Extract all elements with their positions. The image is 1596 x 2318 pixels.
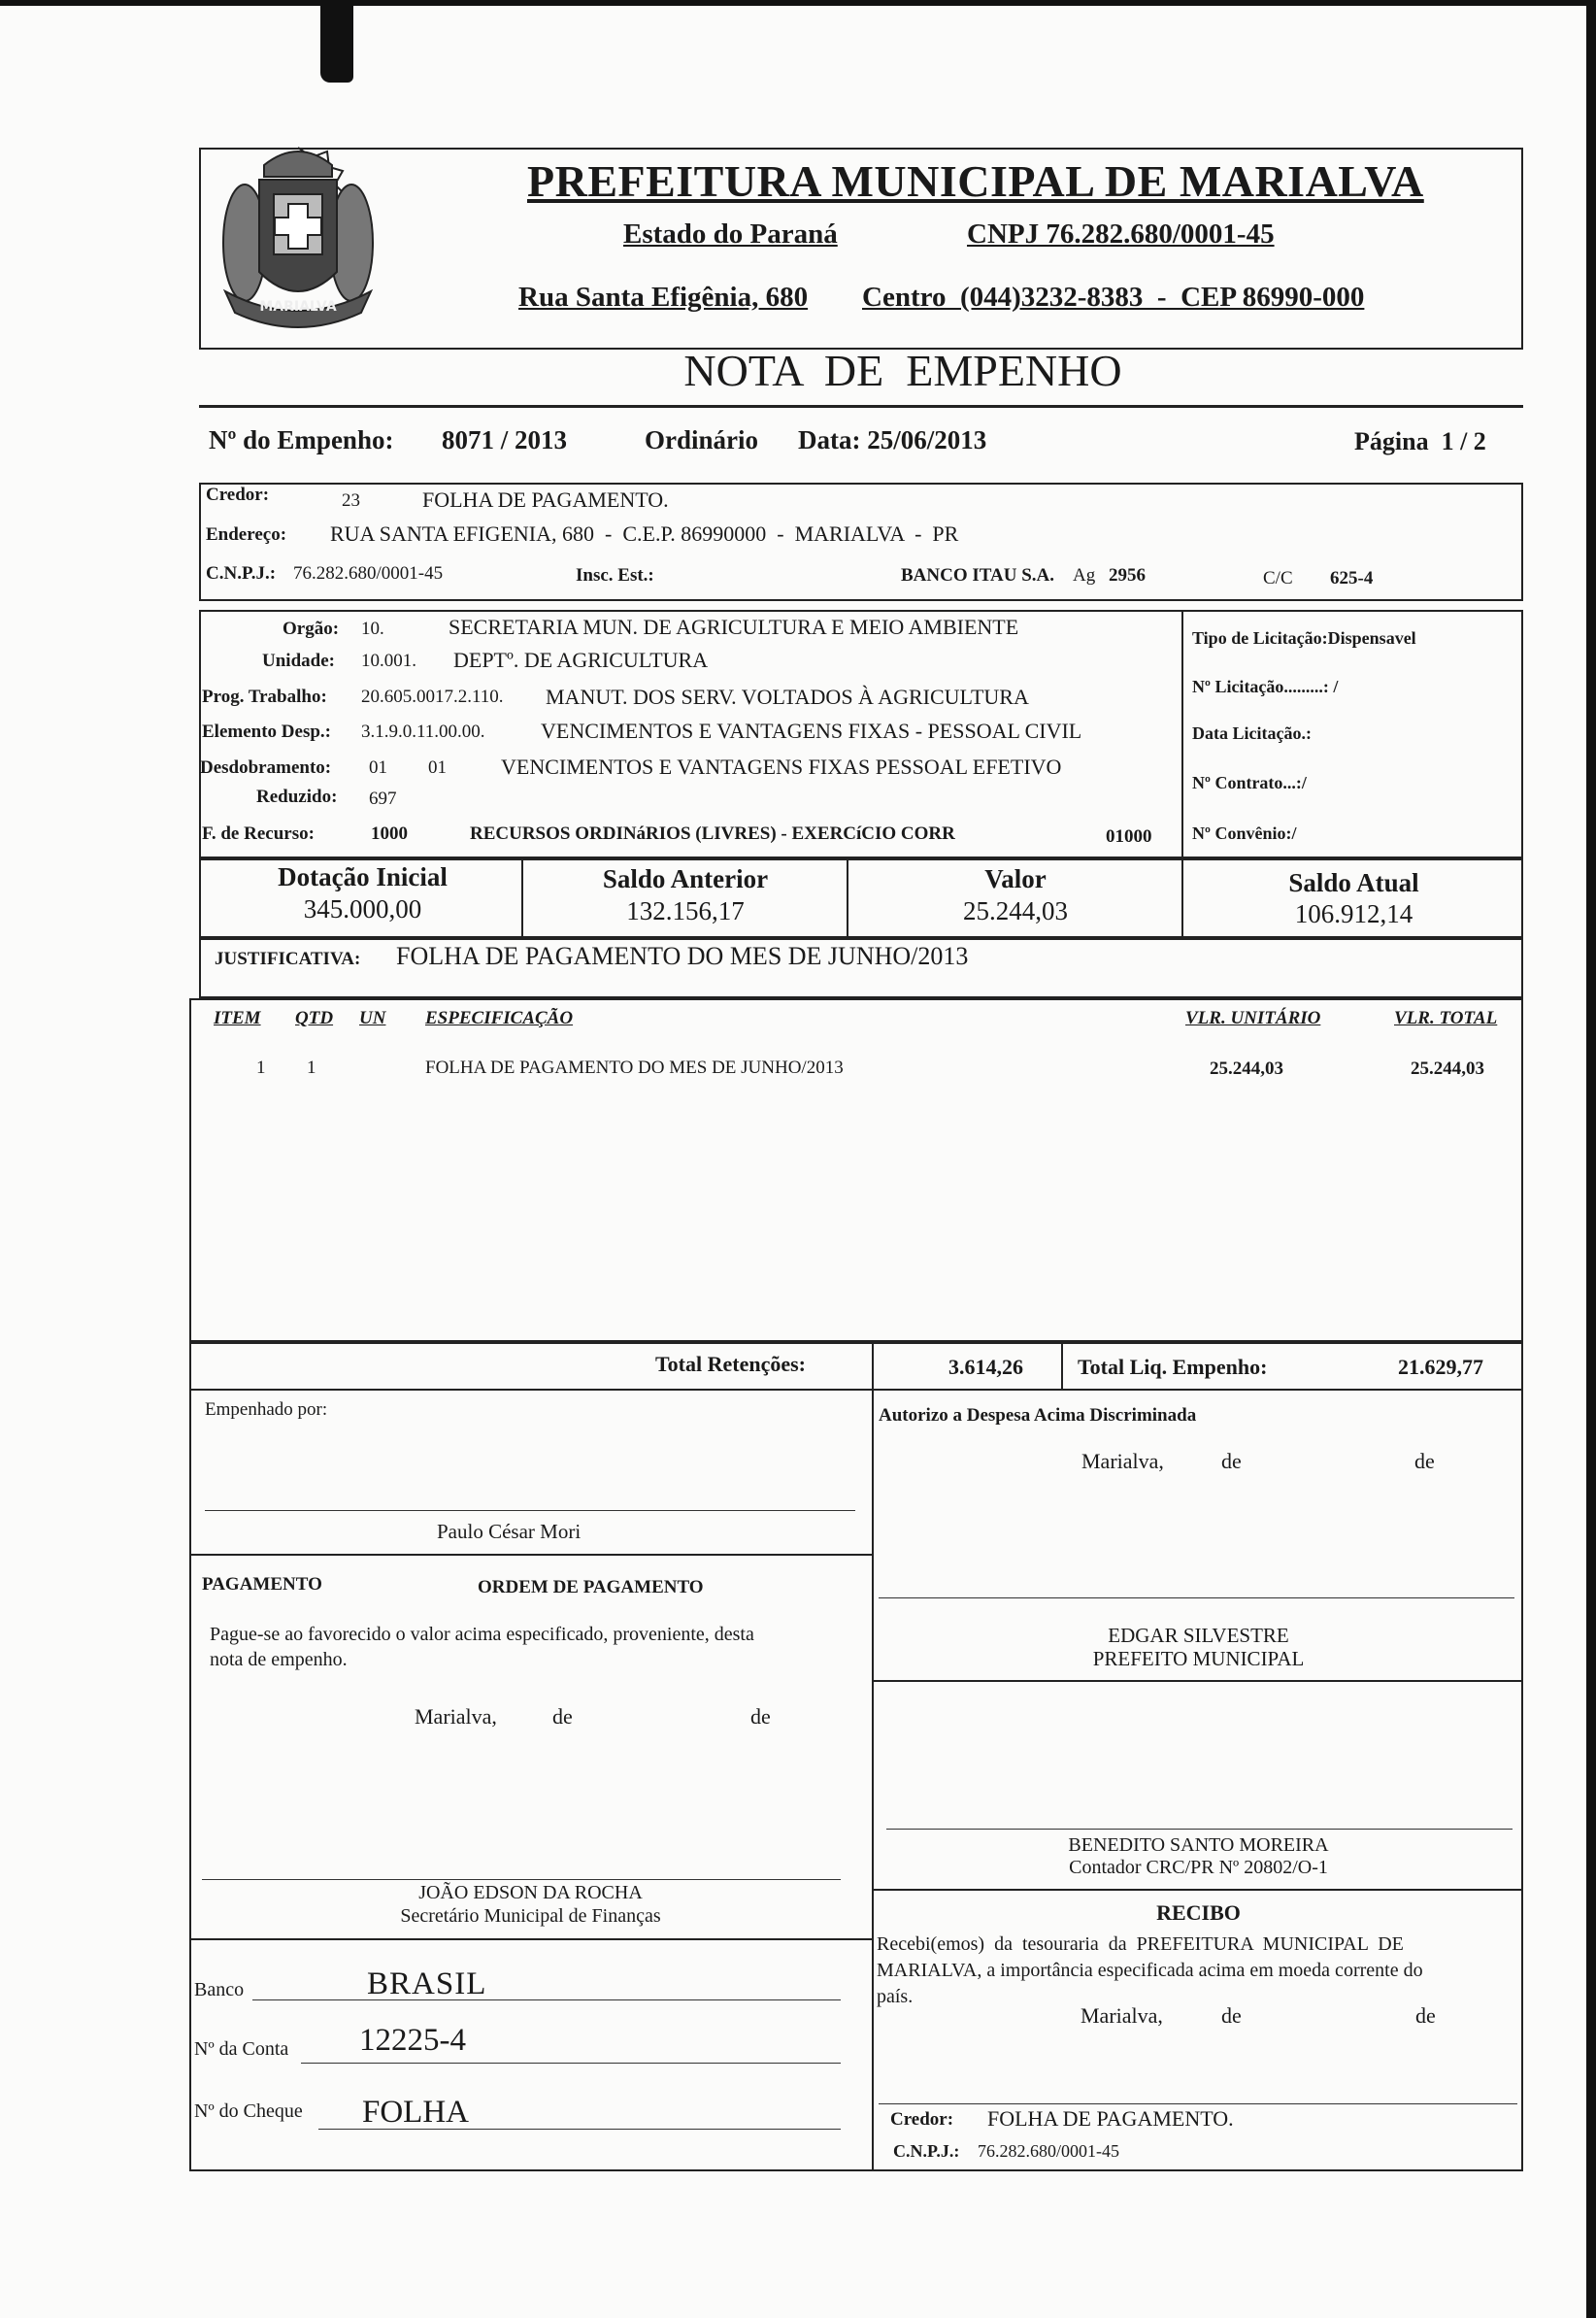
orgao-label: Orgão: bbox=[283, 619, 340, 639]
total-liquido-label: Total Liq. Empenho: bbox=[1078, 1355, 1268, 1379]
saldo-anterior-label: Saldo Anterior bbox=[602, 864, 769, 893]
saldo-atual-value: 106.912,14 bbox=[1294, 899, 1413, 928]
recurso-desc: RECURSOS ORDINáRIOS (LIVRES) - EXERCíCIO CORR bbox=[470, 823, 955, 844]
items-header-item: ITEM bbox=[214, 1008, 261, 1028]
bank-name: BANCO ITAU S.A. bbox=[901, 565, 1055, 586]
divider bbox=[1061, 1342, 1063, 1389]
credor-label: Credor: bbox=[206, 485, 270, 505]
item-number: 1 bbox=[256, 1058, 266, 1078]
pagamento-de1: de bbox=[552, 1704, 573, 1729]
agency-label: Ag bbox=[1073, 565, 1096, 586]
recurso-suffix: 01000 bbox=[1106, 826, 1152, 847]
recibo-place: Marialva, bbox=[1081, 2003, 1163, 2028]
tipo-licitacao: Tipo de Licitação:Dispensavel bbox=[1192, 628, 1416, 648]
credor-name: FOLHA DE PAGAMENTO. bbox=[422, 487, 669, 512]
municipality-title: PREFEITURA MUNICIPAL DE MARIALVA bbox=[527, 156, 1424, 206]
licitacao-divider bbox=[1181, 610, 1183, 858]
numero-licitacao: Nº Licitação.........: / bbox=[1192, 677, 1339, 696]
data-licitacao: Data Licitação.: bbox=[1192, 723, 1312, 743]
saldo-anterior-value: 132.156,17 bbox=[626, 896, 745, 925]
elemento-code: 3.1.9.0.11.00.00. bbox=[361, 722, 485, 742]
prog-desc: MANUT. DOS SERV. VOLTADOS À AGRICULTURA bbox=[546, 685, 1029, 709]
signature-line bbox=[205, 1510, 855, 1511]
scan-edge-right bbox=[1586, 0, 1596, 2318]
divider bbox=[189, 1389, 1523, 1391]
credor-address: RUA SANTA EFIGENIA, 680 - C.E.P. 86990000 - MARIALVA - PR bbox=[330, 521, 959, 546]
items-header-qtd: QTD bbox=[295, 1008, 334, 1028]
signature-line bbox=[879, 2103, 1517, 2104]
scan-edge bbox=[0, 0, 1596, 6]
unidade-code: 10.001. bbox=[361, 651, 416, 671]
total-retencoes-label: Total Retenções: bbox=[655, 1352, 806, 1376]
page-number: Página 1 / 2 bbox=[1354, 427, 1486, 455]
recurso-label: F. de Recurso: bbox=[202, 823, 315, 844]
justificativa-label: JUSTIFICATIVA: bbox=[215, 949, 361, 969]
cnpj-header: CNPJ 76.282.680/0001-45 bbox=[967, 218, 1275, 250]
credor-footer-cnpj: 76.282.680/0001-45 bbox=[978, 2141, 1119, 2161]
divider bbox=[872, 1680, 1523, 1682]
desdobramento-code1: 01 bbox=[369, 757, 387, 778]
credor-footer-label: Credor: bbox=[890, 2109, 954, 2130]
conta-label: Nº da Conta bbox=[194, 2038, 289, 2060]
banco-value: BRASIL bbox=[367, 1966, 487, 2001]
divider bbox=[521, 858, 523, 938]
pagamento-label: PAGAMENTO bbox=[202, 1574, 322, 1595]
secretario-name: JOÃO EDSON DA ROCHA bbox=[418, 1882, 643, 1903]
agency-number: 2956 bbox=[1109, 565, 1146, 586]
ordem-pagamento-label: ORDEM DE PAGAMENTO bbox=[478, 1577, 704, 1597]
empenhado-label: Empenhado por: bbox=[205, 1399, 328, 1420]
empenho-number-label: Nº do Empenho: bbox=[209, 425, 394, 454]
items-header-unit: VLR. UNITÁRIO bbox=[1185, 1008, 1321, 1028]
autorizo-place: Marialva, bbox=[1081, 1449, 1164, 1473]
cheque-value: FOLHA bbox=[362, 2095, 470, 2130]
recibo-de2: de bbox=[1415, 2003, 1436, 2028]
empenhado-name: Paulo César Mori bbox=[437, 1520, 582, 1543]
divider bbox=[847, 858, 848, 938]
cheque-label: Nº do Cheque bbox=[194, 2100, 303, 2122]
total-liquido-value: 21.629,77 bbox=[1398, 1355, 1483, 1379]
empenho-number: 8071 / 2013 bbox=[442, 425, 568, 454]
dotacao-label: Dotação Inicial bbox=[278, 862, 448, 891]
items-header-total: VLR. TOTAL bbox=[1394, 1008, 1498, 1028]
conta-value: 12225-4 bbox=[359, 2023, 466, 2058]
numero-contrato: Nº Contrato...:/ bbox=[1192, 773, 1307, 792]
recibo-line3: país. bbox=[877, 1986, 914, 2007]
autorizo-de1: de bbox=[1221, 1449, 1242, 1473]
elemento-label: Elemento Desp.: bbox=[202, 722, 331, 742]
dotacao-value: 345.000,00 bbox=[303, 894, 422, 924]
reduzido-value: 697 bbox=[369, 789, 397, 809]
cc-number: 625-4 bbox=[1330, 568, 1374, 588]
total-retencoes-value: 3.614,26 bbox=[948, 1355, 1023, 1379]
orgao-code: 10. bbox=[361, 619, 384, 639]
justificativa-text: FOLHA DE PAGAMENTO DO MES DE JUNHO/2013 bbox=[396, 942, 969, 970]
street-address: Rua Santa Efigênia, 680 bbox=[518, 282, 809, 313]
items-box bbox=[189, 998, 1523, 1342]
banco-label: Banco bbox=[194, 1979, 245, 2000]
contador-name: BENEDITO SANTO MOREIRA bbox=[1068, 1834, 1329, 1856]
desdobramento-desc: VENCIMENTOS E VANTAGENS FIXAS PESSOAL EFETIVO bbox=[501, 755, 1062, 779]
empenho-date: Data: 25/06/2013 bbox=[798, 425, 987, 454]
recibo-line1: Recebi(emos) da tesouraria da PREFEITURA MUNICIPAL DE bbox=[877, 1933, 1404, 1955]
divider bbox=[199, 405, 1523, 408]
orgao-desc: SECRETARIA MUN. DE AGRICULTURA E MEIO AMBIENTE bbox=[449, 615, 1019, 639]
item-total-value: 25.244,03 bbox=[1411, 1058, 1484, 1079]
divider bbox=[189, 1938, 872, 1940]
divider bbox=[872, 1889, 1523, 1891]
empenho-type: Ordinário bbox=[645, 425, 759, 454]
endereco-label: Endereço: bbox=[206, 524, 287, 545]
autorizo-label: Autorizo a Despesa Acima Discriminada bbox=[879, 1405, 1197, 1426]
numero-convenio: Nº Convênio:/ bbox=[1192, 823, 1297, 843]
cc-label: C/C bbox=[1263, 568, 1293, 588]
svg-text:MARIALVA: MARIALVA bbox=[259, 299, 337, 315]
unidade-label: Unidade: bbox=[262, 651, 335, 671]
item-qtd: 1 bbox=[307, 1058, 316, 1078]
desdobramento-label: Desdobramento: bbox=[200, 757, 332, 778]
document-title: NOTA DE EMPENHO bbox=[683, 346, 1122, 395]
recibo-line2: MARIALVA, a importância especificada acima em moeda corrente do bbox=[877, 1960, 1423, 1981]
autorizo-de2: de bbox=[1414, 1449, 1435, 1473]
prefeito-name: EDGAR SILVESTRE bbox=[1108, 1624, 1289, 1647]
divider bbox=[189, 1554, 872, 1556]
state-label: Estado do Paraná bbox=[623, 218, 838, 250]
recibo-de1: de bbox=[1221, 2003, 1242, 2028]
pagamento-place: Marialva, bbox=[415, 1704, 497, 1729]
elemento-desc: VENCIMENTOS E VANTAGENS FIXAS - PESSOAL CIVIL bbox=[541, 719, 1082, 743]
divider bbox=[1181, 858, 1183, 938]
item-espec: FOLHA DE PAGAMENTO DO MES DE JUNHO/2013 bbox=[425, 1058, 844, 1078]
contador-role: Contador CRC/PR Nº 20802/O-1 bbox=[1069, 1857, 1328, 1878]
desdobramento-code2: 01 bbox=[428, 757, 447, 778]
recibo-title: RECIBO bbox=[1156, 1900, 1241, 1925]
valor-label: Valor bbox=[984, 864, 1047, 893]
reduzido-label: Reduzido: bbox=[256, 787, 338, 807]
prefeito-role: PREFEITO MUNICIPAL bbox=[1092, 1647, 1305, 1670]
banco-line bbox=[252, 1999, 841, 2000]
signature-line bbox=[879, 1597, 1514, 1598]
signature-line bbox=[202, 1879, 841, 1880]
municipal-crest-logo bbox=[206, 136, 390, 340]
credor-cnpj: 76.282.680/0001-45 bbox=[293, 563, 444, 584]
credor-footer-cnpj-label: C.N.P.J.: bbox=[893, 2141, 960, 2161]
valor-value: 25.244,03 bbox=[963, 896, 1068, 925]
pagamento-de2: de bbox=[750, 1704, 771, 1729]
recurso-code: 1000 bbox=[371, 823, 408, 844]
insc-est-label: Insc. Est.: bbox=[576, 565, 654, 586]
center-divider bbox=[872, 1342, 874, 2171]
saldo-atual-label: Saldo Atual bbox=[1288, 868, 1419, 897]
credor-cnpj-label: C.N.P.J.: bbox=[206, 563, 277, 584]
secretario-role: Secretário Municipal de Finanças bbox=[400, 1905, 661, 1927]
pagamento-text-line1: Pague-se ao favorecido o valor acima especificado, proveniente, desta bbox=[210, 1624, 754, 1645]
prog-code: 20.605.0017.2.110. bbox=[361, 687, 504, 707]
scan-artifact bbox=[320, 0, 353, 83]
cheque-line bbox=[318, 2129, 841, 2130]
item-unit-value: 25.244,03 bbox=[1210, 1058, 1283, 1079]
items-header-espec: ESPECIFICAÇÃO bbox=[425, 1008, 574, 1028]
unidade-desc: DEPTº. DE AGRICULTURA bbox=[453, 648, 709, 672]
pagamento-text-line2: nota de empenho. bbox=[210, 1649, 348, 1670]
items-header-un: UN bbox=[359, 1008, 386, 1028]
conta-line bbox=[301, 2063, 841, 2064]
credor-footer-name: FOLHA DE PAGAMENTO. bbox=[987, 2106, 1234, 2131]
signature-line bbox=[886, 1829, 1513, 1830]
credor-code: 23 bbox=[342, 490, 360, 511]
prog-label: Prog. Trabalho: bbox=[202, 687, 327, 707]
address-rest: Centro (044)3232-8383 - CEP 86990-000 bbox=[862, 282, 1365, 313]
